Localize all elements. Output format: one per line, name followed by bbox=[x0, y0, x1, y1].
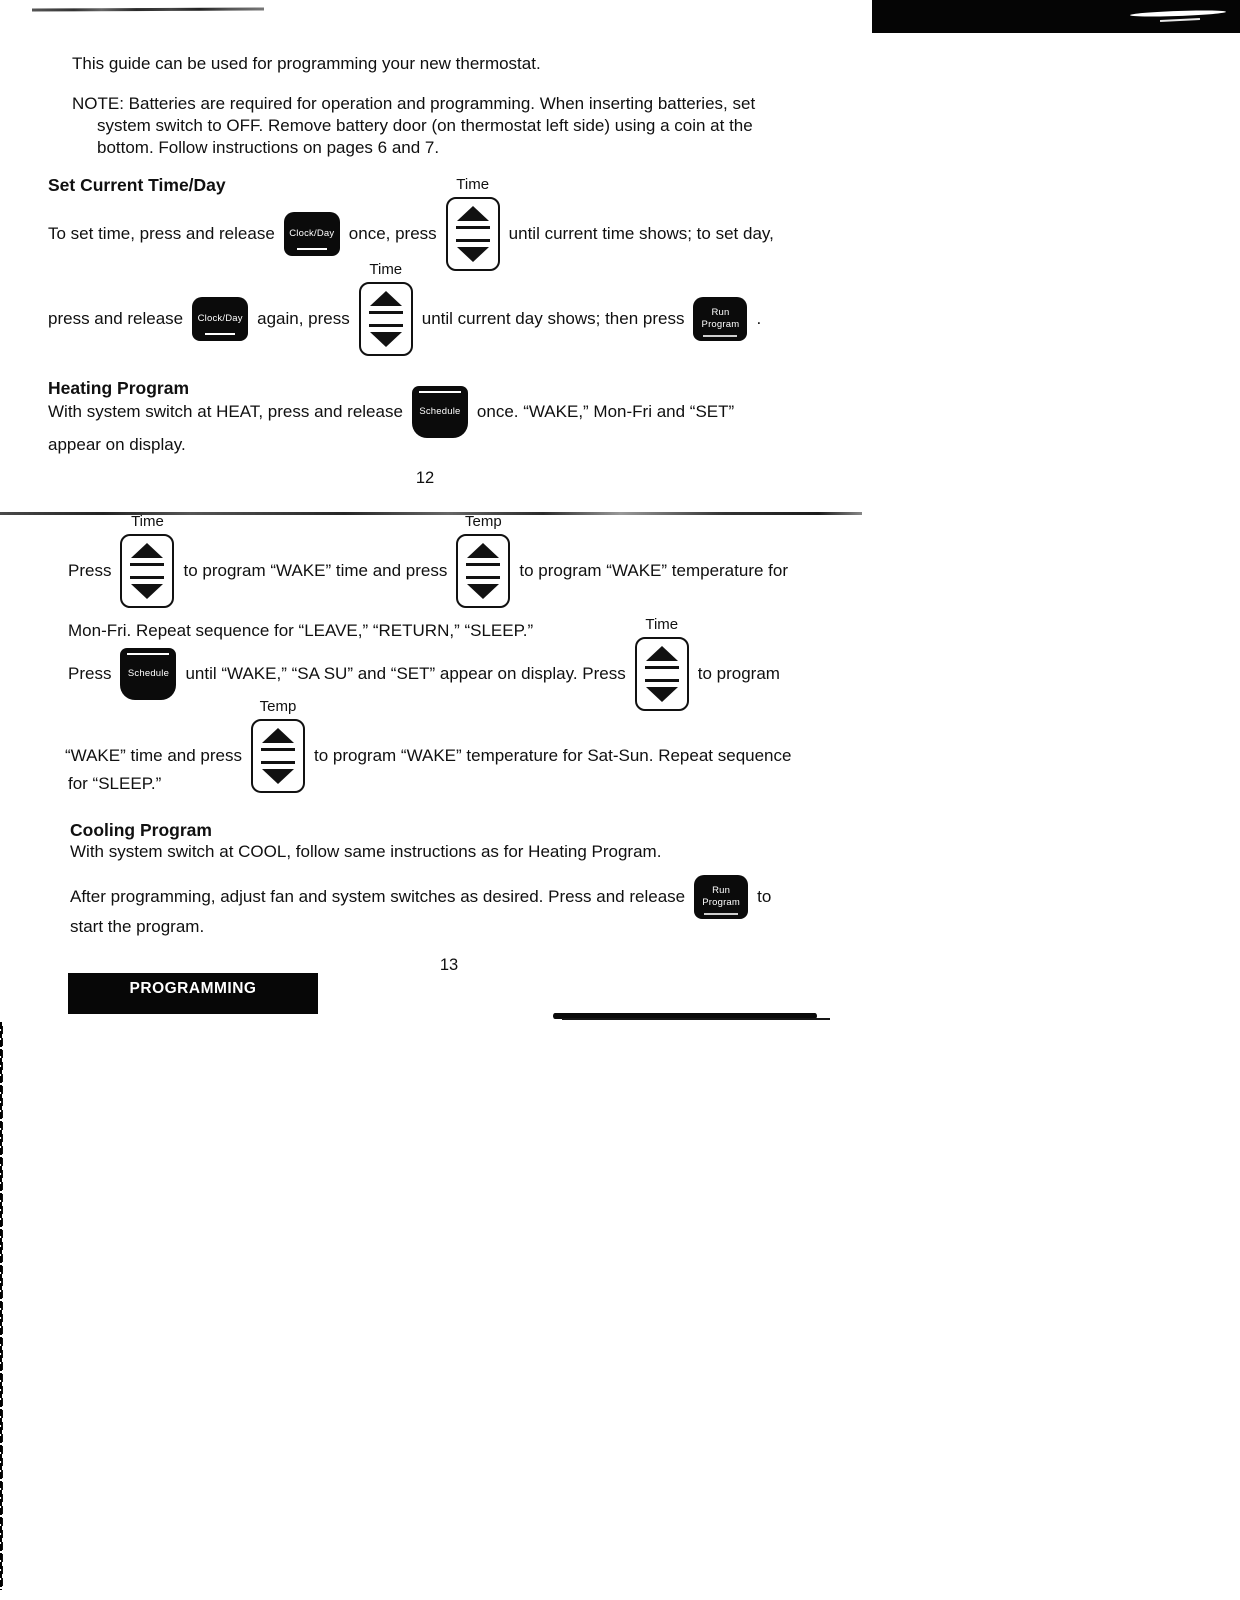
start-program-line: start the program. bbox=[70, 917, 205, 936]
schedule-button-label: Schedule bbox=[127, 668, 170, 680]
down-arrow-icon bbox=[131, 584, 163, 599]
cooling-program-heading: Cooling Program bbox=[70, 820, 212, 840]
clock-day-button bbox=[284, 212, 340, 256]
button-underline bbox=[205, 333, 235, 335]
separator-lines-icon bbox=[456, 226, 490, 242]
run-program-label-line2: Program bbox=[702, 897, 741, 908]
row-text: to bbox=[757, 887, 772, 906]
temp-up-down-button bbox=[251, 719, 305, 793]
button-underline bbox=[703, 335, 737, 337]
row-text: After programming, adjust fan and system switches as desired. Press and release bbox=[70, 887, 686, 906]
satsun-wake-row bbox=[65, 698, 792, 793]
button-topline bbox=[419, 391, 461, 393]
row-text: press and release bbox=[48, 309, 184, 328]
scan-artifact-left-edge bbox=[0, 1022, 3, 1590]
up-arrow-icon bbox=[370, 291, 402, 306]
temp-label: Temp bbox=[259, 698, 297, 715]
time-label: Time bbox=[645, 616, 679, 633]
separator-lines-icon bbox=[645, 666, 679, 682]
time-label: Time bbox=[131, 513, 164, 530]
note-line-1: NOTE: Batteries are required for operation and programming. When inserting batteries, set bbox=[72, 94, 756, 113]
down-arrow-icon bbox=[457, 247, 489, 262]
programming-tab-label: PROGRAMMING bbox=[129, 980, 257, 997]
separator-lines-icon bbox=[261, 748, 295, 764]
separator-lines-icon bbox=[130, 563, 164, 579]
temp-up-down-button bbox=[456, 534, 510, 608]
heating-row bbox=[48, 386, 734, 438]
row-text: to program “WAKE” time and press bbox=[183, 561, 448, 580]
time-up-down-button bbox=[359, 282, 413, 356]
run-program-label-line1: Run bbox=[712, 885, 731, 897]
row-text: to program “WAKE” temperature for bbox=[519, 561, 788, 580]
row-text: to program “WAKE” temperature for Sat-Sun. Repeat sequence bbox=[313, 746, 792, 765]
row-text: until current day shows; then press bbox=[421, 309, 685, 328]
separator-lines-icon bbox=[369, 311, 403, 327]
heating-program-heading: Heating Program bbox=[48, 378, 189, 398]
temp-up-down-button-group bbox=[456, 513, 510, 608]
run-program-button bbox=[693, 297, 747, 341]
clock-day-button-label: Clock/Day bbox=[289, 228, 335, 240]
time-up-down-button bbox=[635, 637, 689, 711]
schedule-button bbox=[412, 386, 468, 438]
down-arrow-icon bbox=[262, 769, 294, 784]
clock-day-button bbox=[192, 297, 248, 341]
programming-section-tab bbox=[68, 973, 318, 1014]
row-text: . bbox=[756, 309, 762, 328]
separator-lines-icon bbox=[466, 563, 500, 579]
row-text: to program bbox=[697, 664, 780, 683]
cooling-line: With system switch at COOL, follow same instructions as for Heating Program. bbox=[70, 842, 662, 861]
down-arrow-icon bbox=[370, 332, 402, 347]
up-arrow-icon bbox=[131, 543, 163, 558]
time-up-down-button-group bbox=[120, 513, 174, 608]
for-sleep-line: for “SLEEP.” bbox=[68, 774, 162, 793]
scan-scratch bbox=[1130, 9, 1226, 17]
schedule-button bbox=[120, 648, 176, 700]
row-text: until “WAKE,” “SA SU” and “SET” appear on display. Press bbox=[185, 664, 626, 683]
up-arrow-icon bbox=[467, 543, 499, 558]
run-program-label-line1: Run bbox=[711, 307, 730, 319]
time-up-down-button bbox=[120, 534, 174, 608]
run-program-label-line2: Program bbox=[701, 319, 740, 330]
intro-text: This guide can be used for programming your new thermostat. bbox=[72, 54, 541, 73]
time-up-down-button bbox=[446, 197, 500, 271]
time-up-down-button-group bbox=[359, 261, 413, 356]
temp-label: Temp bbox=[465, 513, 502, 530]
button-underline bbox=[704, 913, 738, 915]
monfri-repeat-line: Mon-Fri. Repeat sequence for “LEAVE,” “RETURN,” “SLEEP.” bbox=[68, 621, 534, 640]
schedule-button-label: Schedule bbox=[419, 406, 461, 418]
up-arrow-icon bbox=[262, 728, 294, 743]
time-up-down-button-group bbox=[635, 616, 689, 711]
up-arrow-icon bbox=[646, 646, 678, 661]
scan-artifact-bottom-line-shadow bbox=[562, 1018, 830, 1020]
page-number-13: 13 bbox=[439, 956, 459, 974]
run-program-button bbox=[694, 875, 748, 919]
set-day-row bbox=[48, 261, 762, 357]
heating-line-2: appear on display. bbox=[48, 435, 186, 454]
time-label: Time bbox=[456, 176, 490, 193]
temp-up-down-button-group bbox=[251, 698, 305, 793]
row-text: To set time, press and release bbox=[48, 224, 275, 243]
clock-day-button-label: Clock/Day bbox=[197, 313, 243, 325]
scan-artifact-top-right-bar bbox=[872, 0, 1240, 33]
time-up-down-button-group bbox=[446, 176, 500, 271]
button-underline bbox=[297, 248, 327, 250]
button-topline bbox=[127, 653, 169, 655]
down-arrow-icon bbox=[646, 687, 678, 702]
down-arrow-icon bbox=[467, 584, 499, 599]
scan-artifact-top-left bbox=[32, 7, 264, 11]
row-text: once, press bbox=[348, 224, 437, 243]
set-current-time-day-heading: Set Current Time/Day bbox=[48, 175, 226, 195]
run-program-row bbox=[70, 875, 771, 919]
page-number-12: 12 bbox=[415, 469, 435, 487]
row-text: once. “WAKE,” Mon-Fri and “SET” bbox=[476, 402, 735, 421]
row-text: Press bbox=[68, 664, 112, 683]
time-label: Time bbox=[369, 261, 403, 278]
note-line-2: system switch to OFF. Remove battery door (on thermostat left side) using a coin at the bbox=[97, 116, 753, 135]
row-text: again, press bbox=[257, 309, 350, 328]
scan-scratch bbox=[1160, 18, 1200, 22]
note-line-3: bottom. Follow instructions on pages 6 and 7. bbox=[97, 138, 440, 157]
wake-program-row bbox=[68, 513, 788, 607]
row-text: Press bbox=[68, 561, 112, 580]
up-arrow-icon bbox=[457, 206, 489, 221]
row-text: until current time shows; to set day, bbox=[508, 224, 774, 243]
row-text: With system switch at HEAT, press and release bbox=[48, 402, 403, 421]
page-divider-line bbox=[0, 512, 862, 515]
row-text: “WAKE” time and press bbox=[65, 746, 242, 765]
